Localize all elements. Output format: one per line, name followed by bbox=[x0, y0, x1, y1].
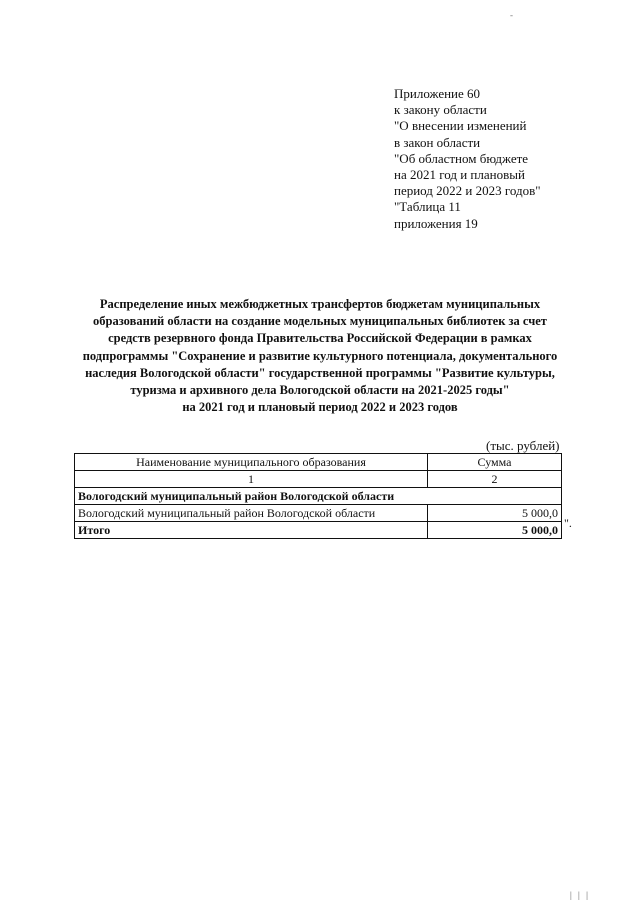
title-line: туризма и архивного дела Вологодской области на 2021-2025 годы" bbox=[130, 383, 510, 398]
appendix-line: к закону области bbox=[394, 102, 487, 118]
section-header: Вологодский муниципальный район Вологодской области bbox=[75, 488, 562, 505]
title-line: Распределение иных межбюджетных трансфертов бюджетам муниципальных bbox=[99, 297, 541, 311]
units-label: (тыс. рублей) bbox=[486, 438, 560, 453]
total-amount: 5 000,0 bbox=[428, 522, 562, 539]
appendix-line: Приложение 60 bbox=[394, 86, 481, 101]
appendix-line: на 2021 год и плановый bbox=[394, 167, 525, 183]
document-title bbox=[60, 296, 580, 416]
section-header-row bbox=[75, 488, 562, 505]
appendix-line: "Об областном бюджете bbox=[394, 150, 529, 166]
column-number-row bbox=[75, 471, 562, 488]
title-line: средств резервного фонда Правительства Российской Федерации в рамках bbox=[108, 331, 532, 346]
total-row bbox=[75, 522, 562, 539]
appendix-line: "Таблица 11 bbox=[394, 199, 461, 215]
column-number-1: 1 bbox=[75, 471, 428, 488]
table-row bbox=[75, 505, 562, 522]
row-amount: 5 000,0 bbox=[428, 505, 562, 522]
title-line: наследия Вологодской области" государственной программы "Развитие культуры, bbox=[85, 365, 555, 380]
header-amount: Сумма bbox=[428, 454, 562, 471]
column-number-2: 2 bbox=[428, 471, 562, 488]
title-line: образований области на создание модельных муниципальных библиотек за счет bbox=[93, 314, 547, 329]
total-label: Итого bbox=[75, 522, 428, 539]
budget-table bbox=[74, 453, 562, 539]
closing-quote: ". bbox=[564, 516, 572, 530]
row-name: Вологодский муниципальный район Вологодской области bbox=[75, 505, 428, 522]
appendix-line: период 2022 и 2023 годов" bbox=[394, 183, 541, 199]
scan-mark-bottom: | | | bbox=[570, 890, 590, 900]
appendix-line: "О внесении изменений bbox=[394, 118, 527, 134]
title-line: на 2021 год и плановый период 2022 и 2023 годов bbox=[182, 400, 458, 415]
appendix-block bbox=[394, 86, 541, 232]
table-header-row bbox=[75, 454, 562, 471]
title-line: подпрограммы "Сохранение и развитие культурного потенциала, документального bbox=[82, 348, 558, 363]
scan-mark-top: - bbox=[510, 10, 513, 20]
header-name: Наименование муниципального образования bbox=[75, 454, 428, 471]
appendix-line: в закон области bbox=[394, 134, 481, 150]
appendix-line: приложения 19 bbox=[394, 215, 478, 231]
